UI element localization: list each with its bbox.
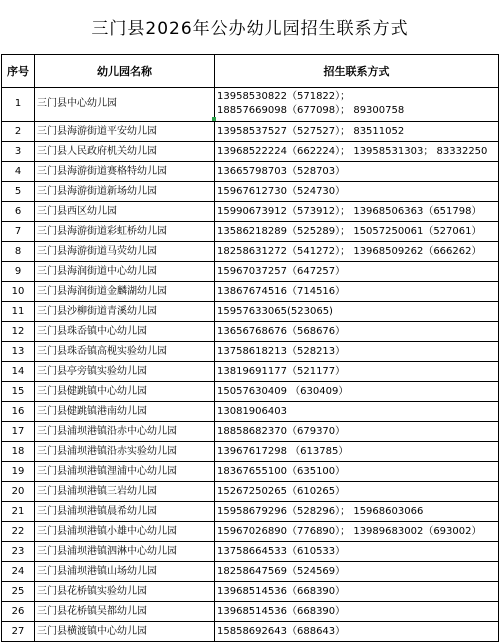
contact-info[interactable] (215, 361, 499, 381)
contact-info[interactable] (215, 301, 499, 321)
table-row[interactable] (2, 341, 499, 361)
table-row[interactable] (2, 321, 499, 341)
contact-line: 13758618213（528213） (217, 345, 346, 357)
contact-line: 13968522224（662224）； 13958531303； 83332250 (217, 145, 488, 157)
row-index[interactable]: 15 (2, 381, 35, 401)
contact-line: 15967037257（647257） (217, 265, 346, 277)
kindergarten-name[interactable]: 三门县沙柳街道青溪幼儿园 (35, 301, 215, 321)
contact-line: 13958537527（527527）； 83511052 (217, 125, 405, 137)
contact-line: 13867674516（714516） (217, 285, 346, 297)
kindergarten-name[interactable]: 三门县珠岙镇中心幼儿园 (35, 321, 215, 341)
contact-line: 13968514536（668390） (217, 585, 346, 597)
table-row[interactable] (2, 281, 499, 301)
table-row[interactable] (2, 381, 499, 401)
contact-info[interactable] (215, 181, 499, 201)
contact-info[interactable] (215, 481, 499, 501)
contact-line: 15057630409 （630409） (217, 385, 349, 397)
contact-info[interactable] (215, 141, 499, 161)
row-index[interactable]: 12 (2, 321, 35, 341)
table-row[interactable] (2, 161, 499, 181)
contact-line: 18258631272（541272）； 13968509262（666262） (217, 245, 482, 257)
table-row[interactable] (2, 441, 499, 461)
contact-info[interactable] (215, 121, 499, 141)
contact-line: 13081906403 (217, 405, 287, 417)
row-index[interactable]: 19 (2, 461, 35, 481)
table-row[interactable] (2, 141, 499, 161)
contact-info[interactable] (215, 421, 499, 441)
contact-line: 18857669098（677098）； 89300758 (217, 105, 405, 116)
table-row[interactable] (2, 87, 499, 121)
contact-info[interactable] (215, 341, 499, 361)
contact-info[interactable] (215, 161, 499, 181)
row-index[interactable]: 14 (2, 361, 35, 381)
kindergarten-name[interactable]: 三门县海润街道中心幼儿园 (35, 261, 215, 281)
kindergarten-name[interactable]: 三门县亭旁镇实验幼儿园 (35, 361, 215, 381)
contact-info[interactable] (215, 281, 499, 301)
row-index[interactable]: 5 (2, 181, 35, 201)
table-row[interactable] (2, 221, 499, 241)
row-index[interactable]: 24 (2, 561, 35, 581)
contact-line: 15990673912（573912）； 13968506363（651798） (217, 205, 482, 217)
contact-info[interactable] (215, 221, 499, 241)
contact-line: 15267250265（610265） (217, 485, 346, 497)
row-index[interactable]: 20 (2, 481, 35, 501)
contact-line: 13656768676（568676） (217, 325, 346, 337)
contact-info[interactable] (215, 601, 499, 621)
table-row[interactable] (2, 201, 499, 221)
kindergarten-name[interactable]: 三门县海游街道新场幼儿园 (35, 181, 215, 201)
row-index[interactable]: 11 (2, 301, 35, 321)
contact-info[interactable] (215, 541, 499, 561)
table-row[interactable] (2, 241, 499, 261)
contact-info[interactable] (215, 441, 499, 461)
page-title: 三门县2026年公办幼儿园招生联系方式 (2, 0, 499, 54)
contact-line: 13958530822（571822）； (217, 91, 351, 102)
kindergarten-name[interactable]: 三门县海游街道赛格特幼儿园 (35, 161, 215, 181)
row-index[interactable]: 18 (2, 441, 35, 461)
contact-line: 13665798703（528703） (217, 165, 346, 177)
contact-info[interactable] (215, 521, 499, 541)
row-index[interactable]: 10 (2, 281, 35, 301)
row-index[interactable]: 16 (2, 401, 35, 421)
row-index[interactable]: 22 (2, 521, 35, 541)
row-index[interactable]: 9 (2, 261, 35, 281)
contact-line: 13758664533（610533） (217, 545, 346, 557)
contact-info[interactable] (215, 87, 499, 121)
contact-info[interactable] (215, 321, 499, 341)
contact-line: 15958679296（528296）； 15968603066 (217, 505, 424, 517)
kindergarten-name[interactable]: 三门县花桥镇吴都幼儿园 (35, 601, 215, 621)
table-row[interactable] (2, 301, 499, 321)
kindergarten-name[interactable]: 三门县海游街道平安幼儿园 (35, 121, 215, 141)
contact-line: 15957633065(523065) (217, 305, 333, 317)
kindergarten-name[interactable]: 三门县海游街道彩虹桥幼儿园 (35, 221, 215, 241)
contact-line: 15858692643（688643） (217, 625, 346, 637)
contact-line: 13819691177（521177） (217, 365, 346, 377)
row-index[interactable]: 8 (2, 241, 35, 261)
contact-line: 18858682370（679370） (217, 425, 346, 437)
row-index[interactable]: 25 (2, 581, 35, 601)
contact-info[interactable] (215, 241, 499, 261)
row-index[interactable]: 4 (2, 161, 35, 181)
contact-line: 15967026890（776890）； 13989683002（693002） (217, 525, 482, 537)
kindergarten-name[interactable]: 三门县海润街道金麟湖幼儿园 (35, 281, 215, 301)
contact-info[interactable] (215, 581, 499, 601)
row-index[interactable]: 6 (2, 201, 35, 221)
row-index[interactable]: 7 (2, 221, 35, 241)
row-index[interactable]: 3 (2, 141, 35, 161)
title-row (2, 0, 499, 54)
row-index[interactable]: 26 (2, 601, 35, 621)
kindergarten-name[interactable]: 三门县花桥镇实验幼儿园 (35, 581, 215, 601)
header-name: 幼儿园名称 (35, 54, 215, 87)
contact-line: 18367655100（635100） (217, 465, 346, 477)
kindergarten-name[interactable]: 三门县浦坝港镇浬浦中心幼儿园 (35, 461, 215, 481)
kindergarten-name[interactable]: 三门县浦坝港镇泗淋中心幼儿园 (35, 541, 215, 561)
header-row (2, 54, 499, 87)
row-index[interactable]: 23 (2, 541, 35, 561)
row-index[interactable]: 21 (2, 501, 35, 521)
row-index[interactable]: 13 (2, 341, 35, 361)
kindergarten-name[interactable]: 三门县浦坝港镇小雄中心幼儿园 (35, 521, 215, 541)
table-row[interactable] (2, 561, 499, 581)
table-row[interactable] (2, 521, 499, 541)
kindergarten-name[interactable]: 三门县浦坝港镇晨希幼儿园 (35, 501, 215, 521)
kindergarten-name[interactable]: 三门县人民政府机关幼儿园 (35, 141, 215, 161)
selected-cell-marker (212, 117, 216, 121)
table-row[interactable] (2, 541, 499, 561)
table-row[interactable] (2, 501, 499, 521)
contact-info[interactable] (215, 621, 499, 641)
table-row[interactable] (2, 481, 499, 501)
contact-info[interactable] (215, 501, 499, 521)
row-index[interactable]: 2 (2, 121, 35, 141)
row-index[interactable]: 1 (2, 87, 35, 121)
kindergarten-name[interactable]: 三门县中心幼儿园 (35, 87, 215, 121)
table-row[interactable] (2, 121, 499, 141)
table-row[interactable] (2, 261, 499, 281)
contact-info[interactable] (215, 561, 499, 581)
contact-info[interactable] (215, 381, 499, 401)
contact-line: 13967617298 （613785） (217, 445, 349, 457)
contact-info[interactable] (215, 261, 499, 281)
contact-line: 13968514536（668390） (217, 605, 346, 617)
table-row[interactable] (2, 401, 499, 421)
kindergarten-name[interactable]: 三门县西区幼儿园 (35, 201, 215, 221)
kindergarten-name[interactable]: 三门县珠岙镇高枧实验幼儿园 (35, 341, 215, 361)
contact-line: 13586218289（525289）； 15057250061（527061） (217, 225, 482, 237)
contact-info[interactable] (215, 461, 499, 481)
kindergarten-name[interactable]: 三门县浦坝港镇三岩幼儿园 (35, 481, 215, 501)
table-row[interactable] (2, 621, 499, 641)
kindergarten-name[interactable]: 三门县浦坝港镇沿赤实验幼儿园 (35, 441, 215, 461)
kindergarten-name[interactable]: 三门县浦坝港镇山场幼儿园 (35, 561, 215, 581)
row-index[interactable]: 27 (2, 621, 35, 641)
kindergarten-name[interactable]: 三门县浦坝港镇沿赤中心幼儿园 (35, 421, 215, 441)
table-row[interactable] (2, 421, 499, 441)
kindergarten-name[interactable]: 三门县健跳镇中心幼儿园 (35, 381, 215, 401)
table-row[interactable] (2, 461, 499, 481)
table-row[interactable] (2, 601, 499, 621)
kindergarten-table (1, 0, 499, 642)
contact-info[interactable] (215, 201, 499, 221)
row-index[interactable]: 17 (2, 421, 35, 441)
kindergarten-name[interactable]: 三门县海游街道马荧幼儿园 (35, 241, 215, 261)
contact-line: 15967612730（524730） (217, 185, 346, 197)
table-row[interactable] (2, 581, 499, 601)
table-body (2, 87, 499, 641)
table-row[interactable] (2, 181, 499, 201)
header-contact: 招生联系方式 (215, 54, 499, 87)
kindergarten-name[interactable]: 三门县横渡镇中心幼儿园 (35, 621, 215, 641)
header-index: 序号 (2, 54, 35, 87)
kindergarten-name[interactable]: 三门县健跳镇港南幼儿园 (35, 401, 215, 421)
contact-line: 18258647569（524569） (217, 565, 346, 577)
contact-info[interactable] (215, 401, 499, 421)
table-row[interactable] (2, 361, 499, 381)
